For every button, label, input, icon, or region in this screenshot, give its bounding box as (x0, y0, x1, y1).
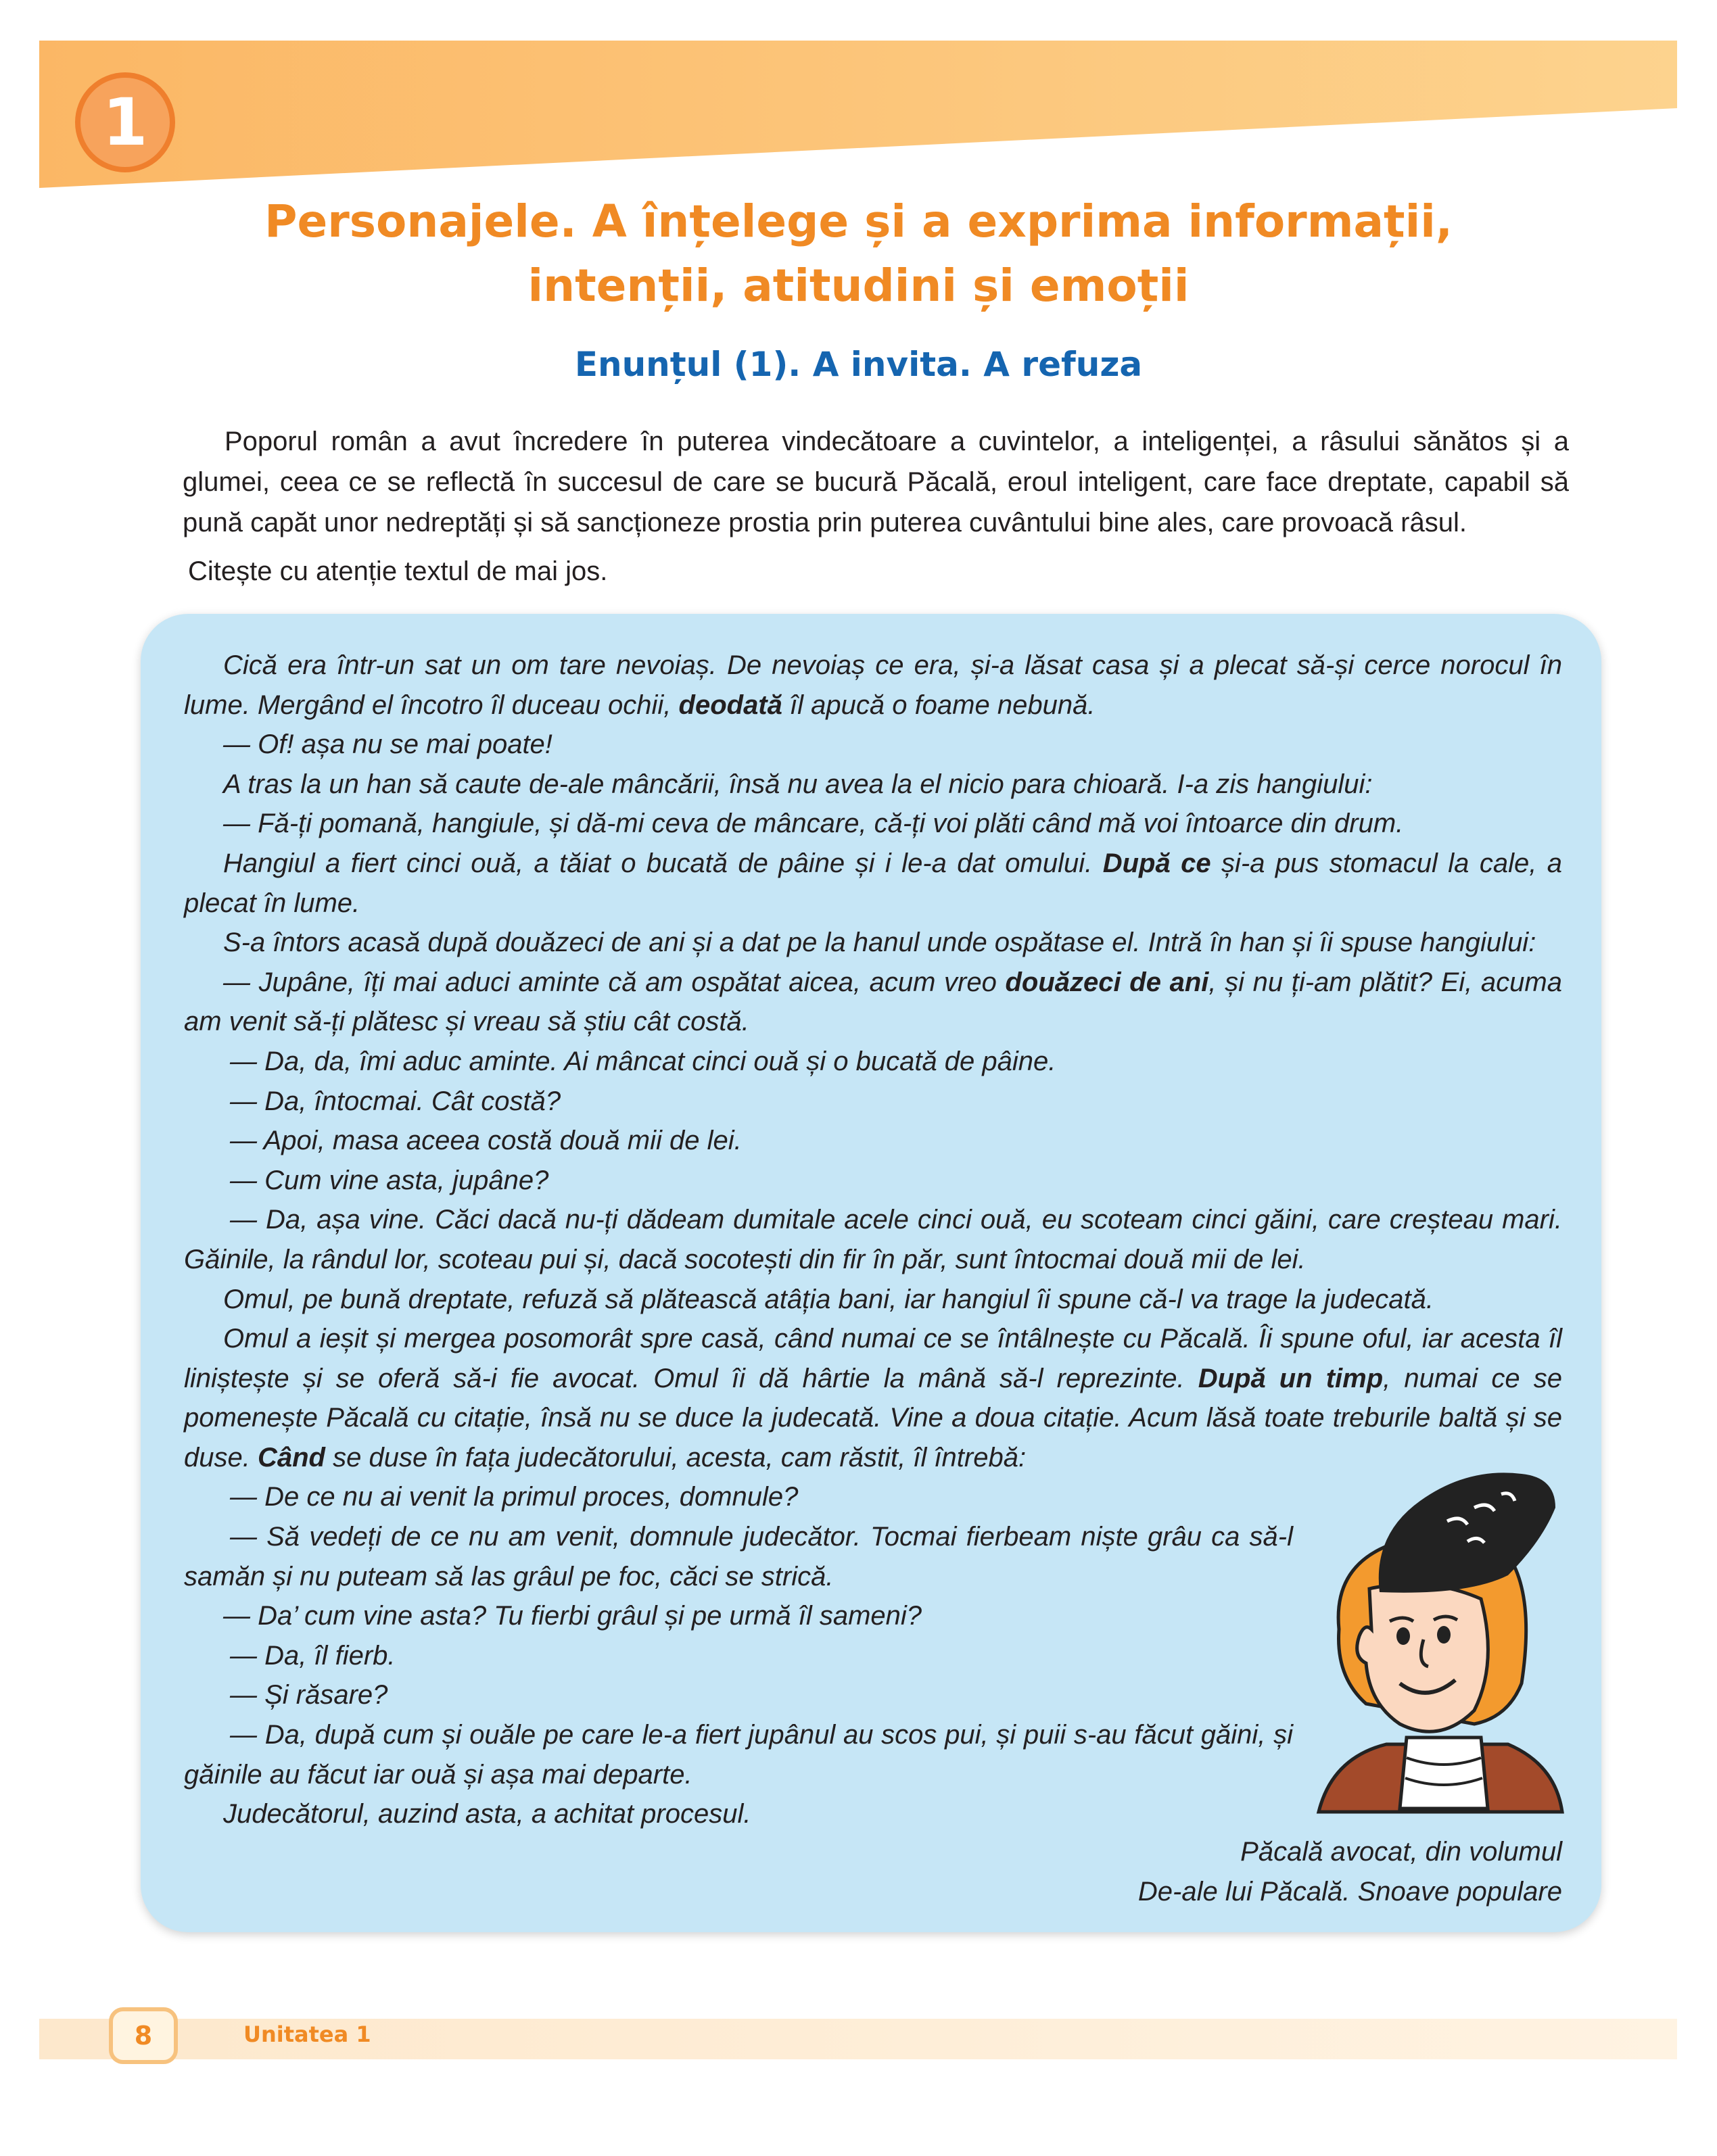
story-paragraph (184, 646, 1562, 725)
story-keyword: După un timp (1198, 1363, 1384, 1393)
story-paragraph (184, 844, 1562, 923)
story-dialogue-line (184, 963, 1562, 1042)
source-attribution (947, 1832, 1562, 1911)
story-keyword: Când (257, 1442, 325, 1472)
story-text-span: — Jupâne, îți mai aduci aminte că am ospătat aicea, acum vreo (223, 967, 997, 997)
unit-label: Unitatea 1 (243, 2021, 371, 2047)
story-dialogue-line: — Da, da, îmi aduc aminte. Ai mâncat cinci ouă și o bucată de pâine. (230, 1046, 1056, 1076)
story-text-span: și-a pus stomacul la cale, a plecat în lume. (184, 848, 1562, 918)
story-keyword: După ce (1102, 848, 1211, 878)
page-title (135, 189, 1582, 318)
story-dialogue-line: — Da, întocmai. Cât costă? (230, 1086, 561, 1116)
story-text-span: Hangiul a fiert cinci ouă, a tăiat o bucată de pâine și i le-a dat omului. (223, 848, 1093, 878)
story-keyword: deodată (678, 690, 782, 720)
story-dialogue-line: — Fă-ți pomană, hangiule, și dă-mi ceva de mâncare, că-ți voi plăti când mă voi întoarce din drum. (223, 809, 1404, 839)
story-text-span: îl apucă o foame nebună. (790, 690, 1096, 720)
story-dialogue-line: — De ce nu ai venit la primul proces, domnule? (230, 1482, 799, 1512)
story-paragraph: Judecătorul, auzind asta, a achitat procesul. (223, 1799, 751, 1829)
story-text-span: , numai ce se pomenește Păcală cu citație, însă nu se duce la judecată. Vine a doua citație. Acum lăsă toate treburile baltă și se duse. (184, 1363, 1562, 1472)
story-dialogue-line: — Da, după cum și ouăle pe care le-a fiert jupânul au scos pui, și puii s-au făcut găini, și găinile au făcut iar ouă și așa mai departe. (184, 1720, 1293, 1790)
story-paragraph: S-a întors acasă după douăzeci de ani și a dat pe la hanul unde ospătase el. Intră în han și îi spuse hangiului: (223, 928, 1536, 958)
story-dialogue-line: — Cum vine asta, jupâne? (230, 1165, 549, 1195)
story-text-span: Omul a ieșit și mergea posomorât spre casă, când numai ce se întâlnește cu Păcală. Îi spune oful, iar acesta îl liniștește și se oferă să-i fie avocat. Omul îi dă hârtie la mână să-l reprezinte. (184, 1324, 1562, 1393)
story-text-span: , și nu ți-am plătit? Ei, acuma am venit să-ți plătesc și vreau să știu cât costă. (184, 967, 1562, 1037)
unit-number: 1 (102, 85, 148, 160)
intro-paragraph: Poporul român a avut încredere în puterea vindecătoare a cuvintelor, a inteligenței, a râsului sănătos și a glumei, ceea ce se reflectă în succesul de care se bucură Păcală, eroul inteligent, care face dreptate, capabil să pună capăt unor nedreptăți și să sancționeze prostia prin puterea cuvântului bine ales, care provoacă râsul. (183, 427, 1569, 537)
story-dialogue-line: — Da, îl fierb. (230, 1640, 396, 1671)
story-dialogue-line: — Și răsare? (230, 1680, 388, 1710)
lesson-subtitle: Enunțul (1). A invita. A refuza (574, 345, 1143, 384)
pacala-illustration (1305, 1460, 1569, 1825)
story-text-span: se duse în fața judecătorului, acesta, cam răstit, îl întrebă: (333, 1442, 1027, 1472)
title-line-1: Personajele. A înțelege și a exprima informații, (264, 195, 1453, 247)
story-dialogue-line: — Of! așa nu se mai poate! (223, 729, 552, 760)
story-dialogue-line: — Apoi, masa aceea costă două mii de lei. (230, 1126, 742, 1156)
page-number: 8 (134, 2021, 153, 2051)
source-line-2: De-ale lui Păcală. Snoave populare (1137, 1876, 1562, 1907)
source-line-1: Păcală avocat, din volumul (1240, 1837, 1562, 1867)
top-banner (0, 0, 1717, 203)
story-paragraph (184, 1319, 1562, 1477)
story-keyword: douăzeci de ani (1005, 967, 1209, 997)
story-dialogue-line: — Să vedeți de ce nu am venit, domnule judecător. Tocmai fierbeam niște grâu ca să-l samăn și nu puteam să las grâul pe foc, căci se strică. (184, 1522, 1293, 1591)
story-dialogue-line: — Da, așa vine. Căci dacă nu-ți dădeam dumitale acele cinci ouă, eu scoteam cinci găini, care creșteau mari. Găinile, la rândul lor, scoteau pui și, dacă socotești din fir în păr, sunt întocmai două mii de lei. (184, 1205, 1562, 1274)
story-dialogue-line: — Da’ cum vine asta? Tu fierbi grâul și pe urmă îl sameni? (223, 1601, 922, 1631)
story-paragraph: Omul, pe bună dreptate, refuză să plătească atâția bani, iar hangiul îi spune că-l va trage la judecată. (223, 1284, 1434, 1314)
title-line-2: intenții, atitudini și emoții (527, 260, 1190, 312)
story-text-span: Cică era într-un sat un om tare nevoiaș. De nevoiaș ce era, și-a lăsat casa și a plecat să-și cerce norocul în lume. Mergând el încotro îl duceau ochii, (184, 650, 1562, 720)
story-paragraph: A tras la un han să caute de-ale mâncării, însă nu avea la el nicio para chioară. I-a zis hangiului: (223, 769, 1373, 799)
reading-instruction: Citește cu atenție textul de mai jos. (188, 556, 608, 586)
